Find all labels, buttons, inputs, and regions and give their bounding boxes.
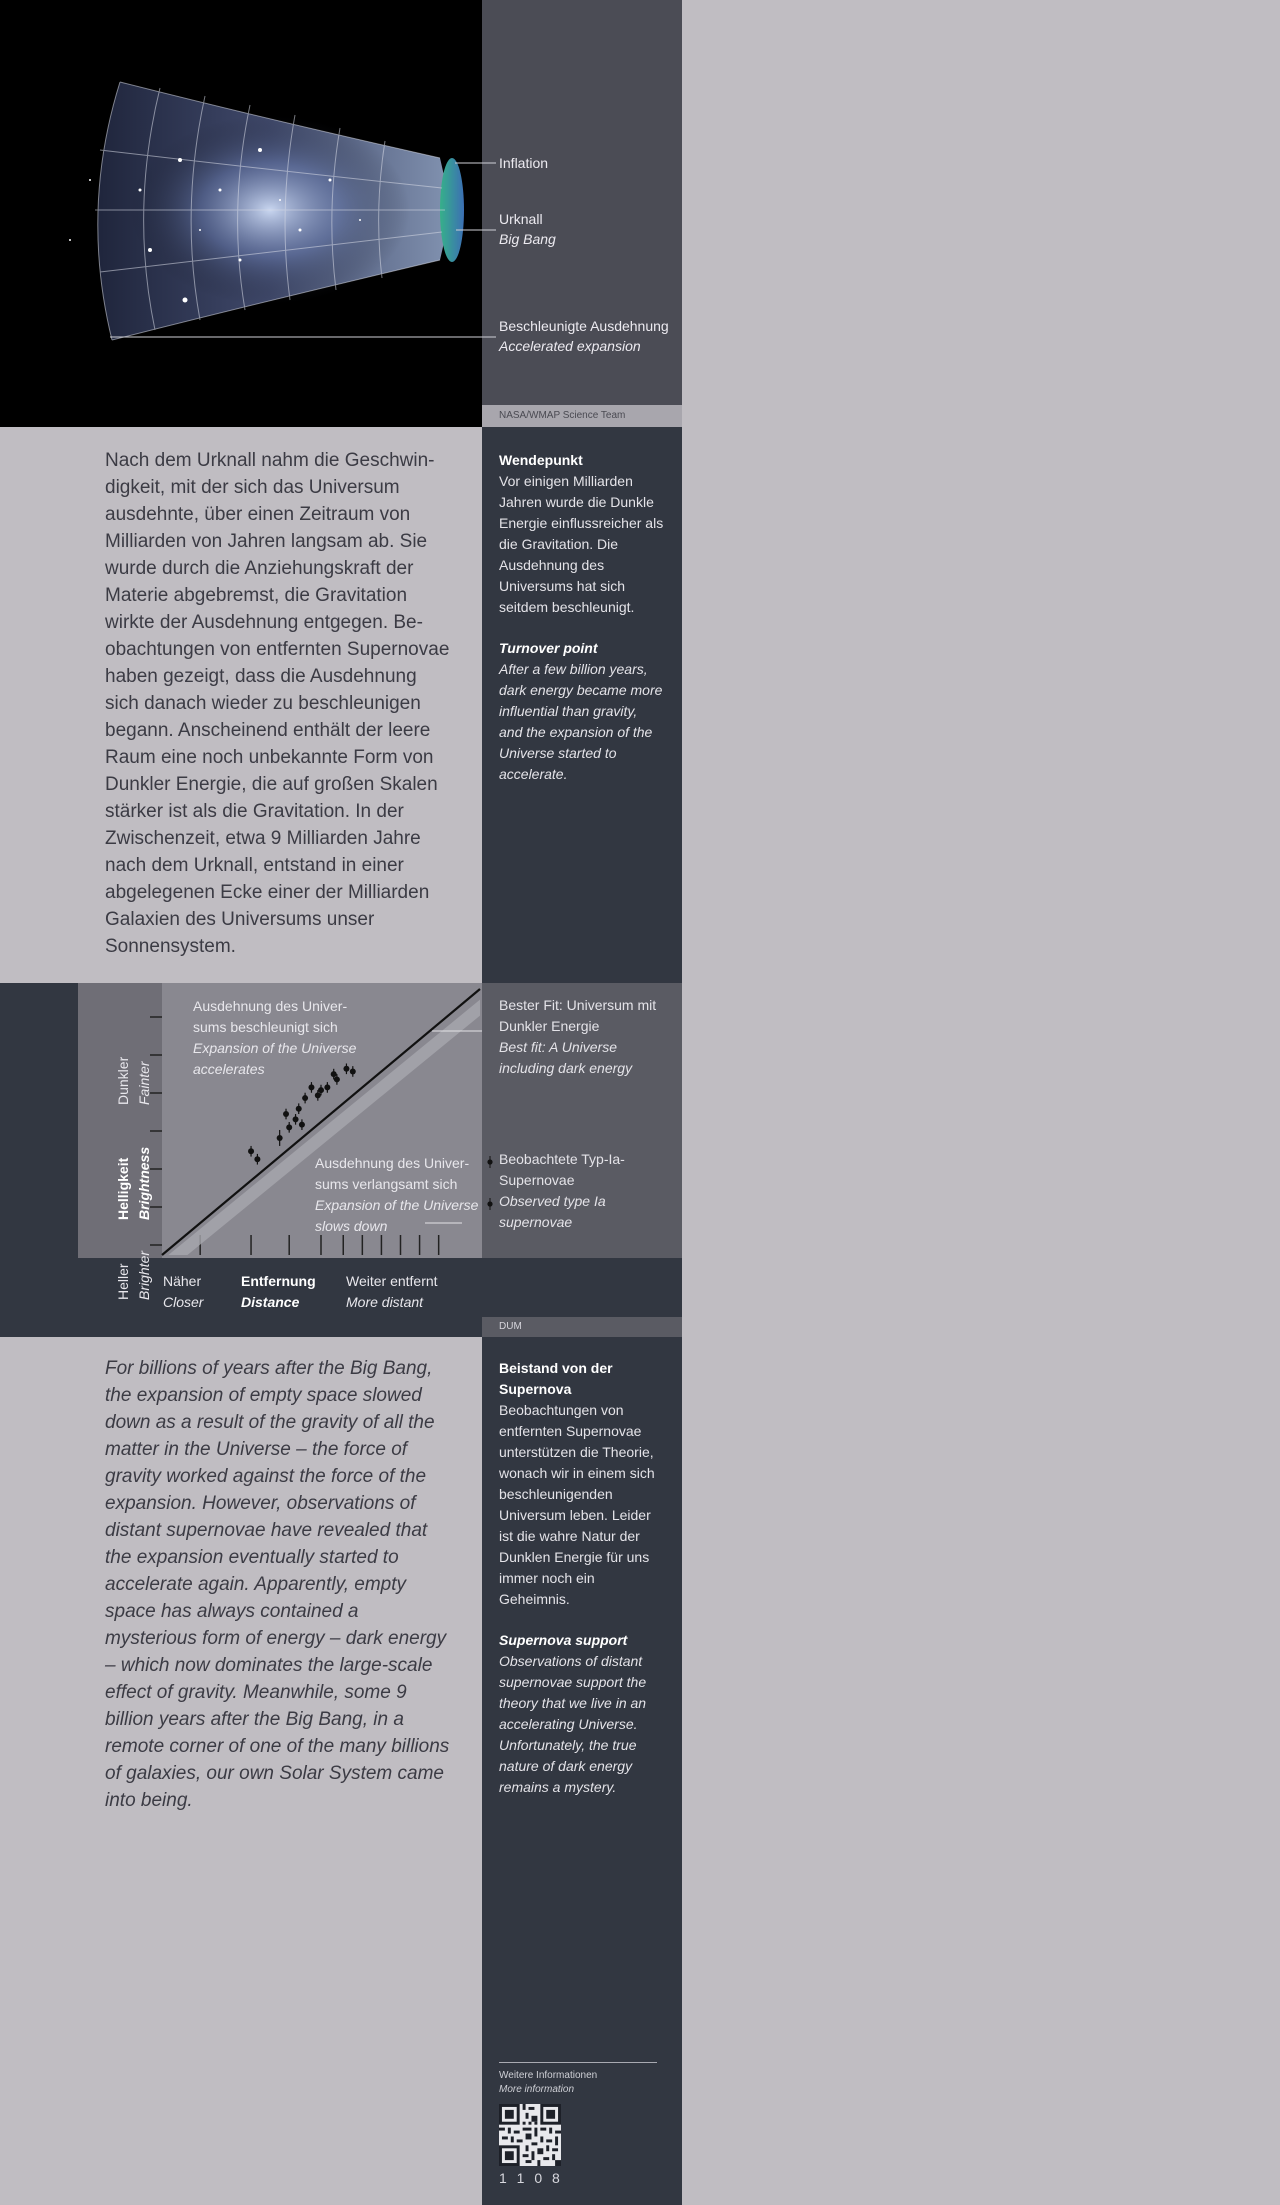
- universe-illustration: [0, 0, 482, 427]
- legend-fit-de: Bester Fit: Universum mit Dunkler Energie: [499, 997, 657, 1034]
- data-point: [308, 1084, 314, 1090]
- x-label-de: Entfernung: [241, 1273, 316, 1289]
- sidebar-text-en: After a few billion years, dark energy became more influential than gravity, and the expansion of the Universe started to accelerate.: [499, 661, 663, 782]
- y-label-de: Helligkeit: [115, 1157, 131, 1220]
- sidebar2-title-en: Supernova support: [499, 1632, 628, 1648]
- sidebar-turnover: [482, 427, 682, 983]
- label-accelerated: Accelerated expansion: [499, 338, 641, 354]
- data-point: [248, 1148, 254, 1154]
- label-beschleunigte: Beschleunigte Ausdehnung: [499, 318, 669, 334]
- y-top-de: Dunkler: [115, 1056, 131, 1105]
- data-point: [296, 1106, 302, 1112]
- data-point: [299, 1122, 305, 1128]
- annotation-lower-en: Expansion of the Universe slows down: [315, 1197, 479, 1234]
- more-info-en: More information: [499, 2084, 575, 2095]
- legend-marker-1: [487, 1156, 492, 1168]
- qr-code-icon[interactable]: [499, 2104, 561, 2166]
- annotation-upper-de: Ausdehnung des Universums beschleunigt sich: [193, 998, 348, 1035]
- divider: [499, 2062, 657, 2063]
- data-point: [286, 1124, 292, 1130]
- universe-cone-graphic: [0, 0, 482, 427]
- legend-sn-en: Observed type Ia supernovae: [499, 1193, 606, 1230]
- data-point: [293, 1116, 299, 1122]
- chart-credit: DUM: [482, 1317, 682, 1337]
- x-right-en: More distant: [346, 1294, 424, 1310]
- german-body-text: Nach dem Urknall nahm die Geschwindigkeit, mit der sich das Universum ausdehnte, über einen Zeitraum von Milliarden von Jahren langsam ab. Sie wurde durch die Anziehungskraft der Materie abgebremst, die Gravitation wirkte der Ausdehnung entgegen. Beobachtungen von entfernten Supernovae haben gezeigt, dass die Ausdehnung sich danach wieder zu beschleunigen begann. Anscheinend enthält der leere Raum eine noch unbekannte Form von Dunkler Energie, die auf großen Skalen stärker ist als die Gravitation. In der Zwischenzeit, etwa 9 Milliarden Jahre nach dem Urknall, entstand in einer abgelegenen Ecke einer der Milliarden Galaxien des Universums unser Sonnensystem.: [105, 450, 450, 957]
- label-big-bang: Big Bang: [499, 231, 556, 247]
- label-inflation: Inflation: [499, 155, 549, 171]
- legend-fit-en: Best fit: A Universe including dark energy: [499, 1039, 633, 1076]
- sidebar2-title-de: Beistand von der Supernova: [499, 1360, 613, 1397]
- data-point: [277, 1135, 283, 1141]
- data-point: [302, 1095, 308, 1101]
- more-info-de: Weitere Informationen: [499, 2070, 598, 2081]
- sidebar-supernova: [482, 1337, 682, 2205]
- sidebar2-text-de: Beobachtungen von entfernten Supernovae unterstützen die Theorie, wonach wir in einem sich beschleunigenden Universum leben. Leider ist die wahre Natur der Dunklen Energie für uns immer noch ein Geheimnis.: [499, 1402, 655, 1607]
- english-body-text: For billions of years after the Big Bang, the expansion of empty space slowed down as a result of the gravity of all the matter in the Universe – the force of gravity worked against the force of the expansion. However, observations of distant supernovae have revealed that the expansion eventually started to accelerate again. Apparently, empty space has always contained a mysterious form of energy – dark energy – which now dominates the large-scale effect of gravity. Meanwhile, some 9 billion years after the Big Bang, in a remote corner of one of the many billions of galaxies, our own Solar System came into being.: [105, 1358, 450, 1811]
- y-bottom-de: Heller: [115, 1263, 131, 1300]
- y-label-en: Brightness: [136, 1146, 152, 1220]
- legend-sn-de: Beobachtete Typ-Ia-Supernovae: [499, 1151, 625, 1188]
- label-urknall: Urknall: [499, 211, 543, 227]
- annotation-lower-de: Ausdehnung des Universums verlangsamt sich: [315, 1155, 470, 1192]
- exhibit-code: 1 1 0 8: [499, 2170, 563, 2186]
- sidebar-title-de: Wendepunkt: [499, 452, 583, 468]
- data-point: [254, 1156, 260, 1162]
- y-top-en: Fainter: [136, 1061, 152, 1105]
- x-right-de: Weiter entfernt: [346, 1273, 438, 1289]
- legend-marker-2: [487, 1198, 492, 1210]
- hero-label-panel: [482, 0, 682, 405]
- x-left-de: Näher: [163, 1273, 202, 1289]
- x-left-en: Closer: [163, 1294, 204, 1310]
- x-label-en: Distance: [241, 1294, 300, 1310]
- data-point: [315, 1092, 321, 1098]
- sidebar-title-en: Turnover point: [499, 640, 598, 656]
- y-bottom-en: Brighter: [136, 1250, 152, 1300]
- annotation-upper-en: Expansion of the Universe accelerates: [193, 1040, 357, 1077]
- data-point: [318, 1087, 324, 1093]
- data-point: [283, 1111, 289, 1117]
- image-credit: NASA/WMAP Science Team: [482, 405, 682, 427]
- sidebar2-text-en: Observations of distant supernovae support the theory that we live in an accelerating Universe. Unfortunately, the true nature of dark energy remains a mystery.: [499, 1653, 647, 1795]
- data-point: [324, 1084, 330, 1090]
- sidebar-text-de: Vor einigen Milliarden Jahren wurde die Dunkle Energie einflussreicher als die Gravitation. Die Ausdehnung des Universums hat sich seitdem beschleunigt.: [499, 473, 664, 615]
